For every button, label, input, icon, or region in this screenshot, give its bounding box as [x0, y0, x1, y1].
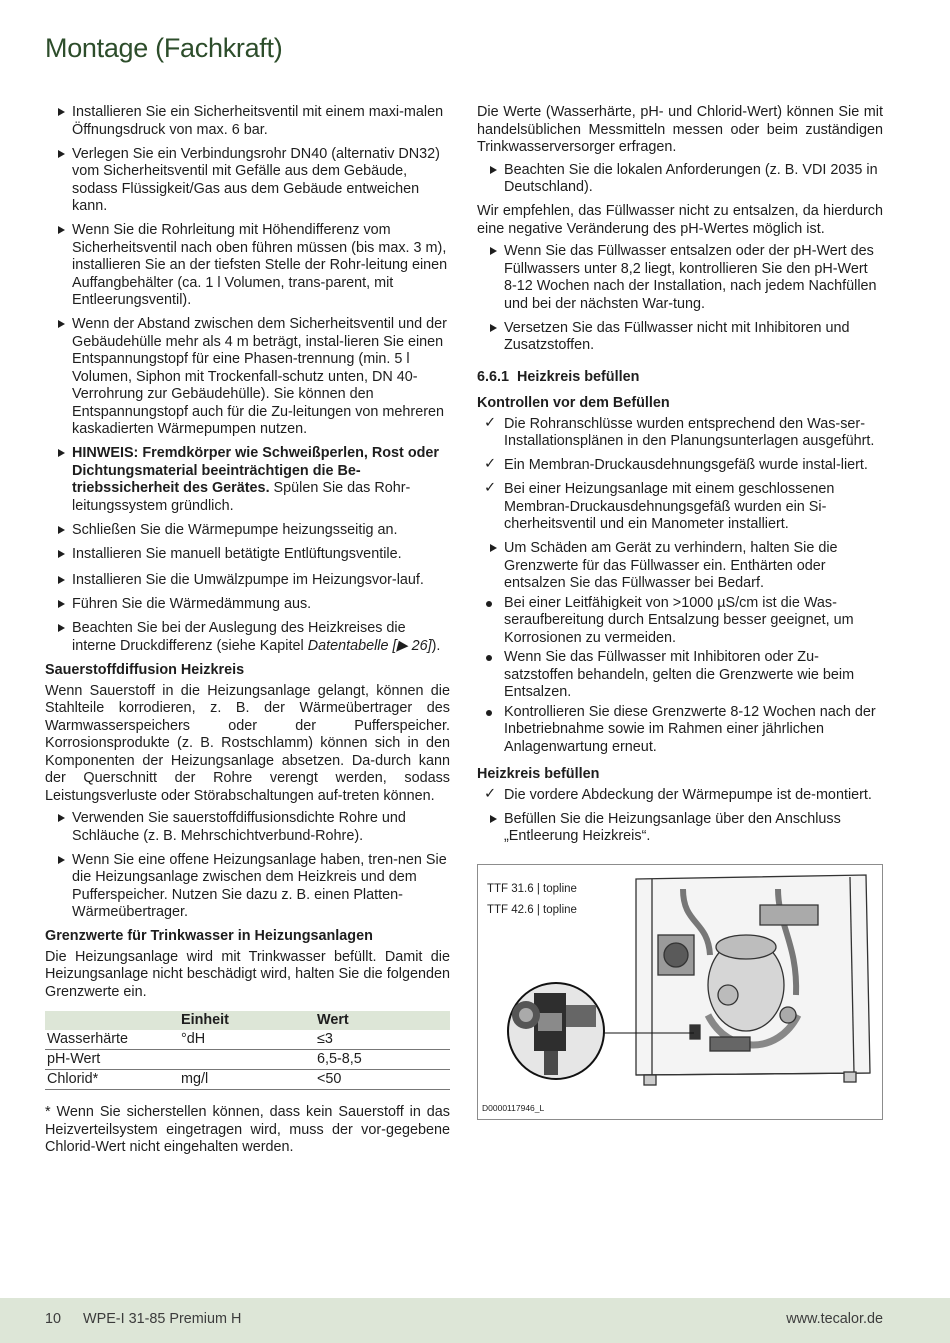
kontrollen-heading: Kontrollen vor dem Befüllen [477, 395, 670, 411]
bullet-list-sauerstoff [45, 810, 450, 922]
list-item: Führen Sie die Wärmedämmung aus. [45, 596, 450, 614]
triangle-bullet-icon [58, 856, 65, 864]
grenzwerte-paragraph: Die Heizungsanlage wird mit Trinkwasser befüllt. Damit die Heizungsanlage nicht beschädigt wird, halten Sie die folgenden Grenzwerte ein. [45, 948, 450, 1000]
table-header-row [45, 1011, 450, 1030]
check-item: ✓ Ein Membran-Druckausdehnungsgefäß wurde instal-liert. [484, 456, 868, 473]
fill-list [477, 787, 883, 846]
list-item: Um Schäden am Gerät zu verhindern, halten Sie die Grenzwerte für das Füllwasser ein. Enthärten oder entsalzen Sie das Füllwasser bei Bedarf. [477, 540, 883, 593]
footnote: * Wenn Sie sicherstellen können, dass kein Sauerstoff in das Heizverteilsystem eingetragen wird, muss der vor-gegebene Chlorid-Wert nicht eingehalten werden. [45, 1104, 450, 1155]
triangle-bullet-icon [490, 166, 497, 174]
website-link[interactable]: www.tecalor.de [786, 1311, 883, 1327]
sauerstoff-paragraph: Wenn Sauerstoff in die Heizungsanlage gelangt, können die Stahlteile korrodieren, z. B. der Wärmeübertrager des Warmwasserspeichers oder der Pufferspeicher. Korrosionsprodukte (z. B. Rostschlamm) können sich in den Komponenten der Heizungsanlage absetzen. Da-durch kann der Querschnitt der Rohre verengt werden, sodass Leistungsverluste oder Störabschaltungen auf-treten können. [45, 682, 450, 804]
list-item: Beachten Sie bei der Auslegung des Heizkreises die interne Druckdifferenz (siehe Kapitel Datentabelle [▶ 26]). [45, 620, 450, 655]
datentabelle-link[interactable]: Datentabelle [▶ 26] [307, 637, 432, 654]
list-item: Wenn der Abstand zwischen dem Sicherheitsventil und der Gebäudehülle mehr als 4 m beträgt, instal-lieren Sie einen Entspannungstopf für eine Phasen-trennung (min. 5 l Volumen, Siphon mit Trockenfall-schutz unten, DN 40-Verrohrung zur Gebäudehülle). Sie können den Entspannungstopf auch für die Zu-leitungen von mehreren kaskadierten Wärmepumpen nutzen. [45, 316, 450, 439]
triangle-bullet-icon [58, 526, 65, 534]
dot-bullet-icon [486, 655, 492, 661]
checkmark-icon: ✓ [484, 785, 497, 802]
check-item: ✓ Die vordere Abdeckung der Wärmepumpe ist de-montiert. [484, 785, 872, 803]
figure-caption-1: TTF 31.6 | topline [487, 882, 577, 895]
figure-code: D0000117946_L [482, 1102, 545, 1113]
check-item: ✓ Bei einer Heizungsanlage mit einem geschlossenen Membran-Druckausdehnungsgefäß wurden ein Si-cherheitsventil und ein Manometer installiert. [484, 480, 835, 532]
triangle-bullet-icon [58, 108, 65, 116]
list-item: Wenn Sie eine offene Heizungsanlage haben, tren-nen Sie die Heizungsanlage zwischen dem Heizkreis und dem Pufferspeicher. Nutzen Sie dazu z. B. einen Platten-Wärmeübertrager. [45, 852, 450, 922]
befuellen-heading: Heizkreis befüllen [477, 766, 600, 782]
empfehlung-paragraph: Wir empfehlen, das Füllwasser nicht zu entsalzen, da hierdurch eine negative Veränderung des pH-Wertes möglich ist. [477, 203, 883, 237]
product-name: WPE-I 31-85 Premium H [83, 1311, 242, 1327]
bullet-list-ph [477, 243, 883, 355]
list-item: Befüllen Sie die Heizungsanlage über den Anschluss „Entleerung Heizkreis“. [477, 811, 883, 846]
list-item: Installieren Sie die Umwälzpumpe im Heizungsvor-lauf. [45, 572, 450, 590]
dot-bullet-icon [486, 601, 492, 607]
grenzwerte-heading: Grenzwerte für Trinkwasser in Heizungsanlagen [45, 928, 373, 944]
bullet-list-vdi [477, 162, 883, 197]
heat-pump-figure [477, 864, 883, 1120]
table-header: Einheit [179, 1011, 315, 1030]
page-title: Montage (Fachkraft) [45, 33, 283, 63]
check-item: ✓ Die Rohranschlüsse wurden entsprechend den Was-ser-Installationsplänen in den Planungsunterlagen ausgeführt. [484, 414, 875, 449]
intro-paragraph: Die Werte (Wasserhärte, pH- und Chlorid-Wert) können Sie mit handelsüblichen Messmitteln messen oder beim zuständigen Trinkwasserversorger erfragen. [477, 104, 883, 155]
list-item: Wenn Sie die Rohrleitung mit Höhendifferenz vom Sicherheitsventil nach oben führen müssen (bis max. 3 m), installieren Sie an der tiefsten Stelle der Rohr-leitung einen Auffangbehälter (ca. 1 l Volumen, trans-parent, mit Entleerungsventil). [45, 222, 450, 310]
table-row: pH-Wert 6,5-8,5 [45, 1050, 450, 1070]
list-item: Versetzen Sie das Füllwasser nicht mit Inhibitoren und Zusatzstoffen. [477, 320, 883, 355]
table-header: Wert [315, 1011, 450, 1030]
figure-caption-2: TTF 42.6 | topline [487, 903, 577, 916]
triangle-bullet-icon [490, 324, 497, 332]
triangle-bullet-icon [490, 544, 497, 552]
triangle-bullet-icon [490, 247, 497, 255]
triangle-bullet-icon [58, 814, 65, 822]
left-column [45, 104, 450, 1162]
table-header [45, 1011, 179, 1030]
list-item-hinweis: HINWEIS: Fremdkörper wie Schweißperlen, Rost oder Dichtungsmaterial beeinträchtigen die Be-triebssicherheit des Gerätes. Spülen Sie das Rohr-leitungssystem gründlich. [45, 445, 450, 515]
triangle-bullet-icon [58, 550, 65, 558]
table-row: Wasserhärte °dH ≤3 [45, 1030, 450, 1050]
checkmark-icon: ✓ [484, 456, 497, 472]
check-list [477, 416, 883, 757]
triangle-bullet-icon [58, 150, 65, 158]
sauerstoff-heading: Sauerstoffdiffusion Heizkreis [45, 662, 245, 678]
triangle-bullet-icon [58, 600, 65, 608]
triangle-bullet-icon [58, 576, 65, 584]
list-item: Wenn Sie das Füllwasser entsalzen oder der pH-Wert des Füllwassers unter 8,2 liegt, kontrollieren Sie den pH-Wert 8-12 Wochen nach der Installation, nach jedem Nachfüllen und bei der nächsten War-tung. [477, 243, 883, 313]
triangle-bullet-icon [58, 449, 65, 457]
list-item: Beachten Sie die lokalen Anforderungen (z. B. VDI 2035 in Deutschland). [477, 162, 883, 197]
dot-item: Bei einer Leitfähigkeit von >1000 µS/cm ist die Was-seraufbereitung durch Entsalzung besser geeignet, um Korrosionen zu vermeiden. [477, 595, 883, 648]
dot-item: Wenn Sie das Füllwasser mit Inhibitoren oder Zu-satzstoffen behandeln, gelten die Grenzwerte wie beim Entsalzen. [477, 649, 883, 702]
checkmark-icon: ✓ [484, 480, 497, 496]
list-item: Verwenden Sie sauerstoffdiffusionsdichte Rohre und Schläuche (z. B. Mehrschichtverbund-Rohre). [45, 810, 450, 845]
page-footer [0, 1298, 950, 1343]
section-number: 6.6.1 [477, 368, 510, 385]
bullet-list-safety [45, 104, 450, 655]
grenzwerte-table [45, 1011, 450, 1090]
list-item: Installieren Sie manuell betätigte Entlüftungsventile. [45, 546, 450, 564]
list-item: Verlegen Sie ein Verbindungsrohr DN40 (alternativ DN32) vom Sicherheitsventil mit Gefälle aus dem Gebäude, sodass Flüssigkeit/Gas aus dem Gebäude entweichen kann. [45, 146, 450, 216]
page-number: 10 [45, 1311, 62, 1327]
section-heading [477, 369, 883, 387]
checkmark-icon: ✓ [484, 414, 497, 431]
table-row: Chlorid* mg/l <50 [45, 1070, 450, 1090]
right-column [477, 104, 883, 1120]
triangle-bullet-icon [58, 624, 65, 632]
triangle-bullet-icon [58, 320, 65, 328]
list-item: Installieren Sie ein Sicherheitsventil mit einem maxi-malen Öffnungsdruck von max. 6 bar. [45, 104, 450, 139]
section-title: Heizkreis befüllen [517, 368, 640, 385]
triangle-bullet-icon [58, 226, 65, 234]
heat-pump-drawing [478, 865, 882, 1119]
triangle-bullet-icon [490, 815, 497, 823]
dot-bullet-icon [486, 710, 492, 716]
list-item: Schließen Sie die Wärmepumpe heizungsseitig an. [45, 522, 450, 540]
dot-item: Kontrollieren Sie diese Grenzwerte 8-12 Wochen nach der Inbetriebnahme sowie im Rahmen einer jährlichen Anlagenwartung erneut. [477, 704, 883, 757]
